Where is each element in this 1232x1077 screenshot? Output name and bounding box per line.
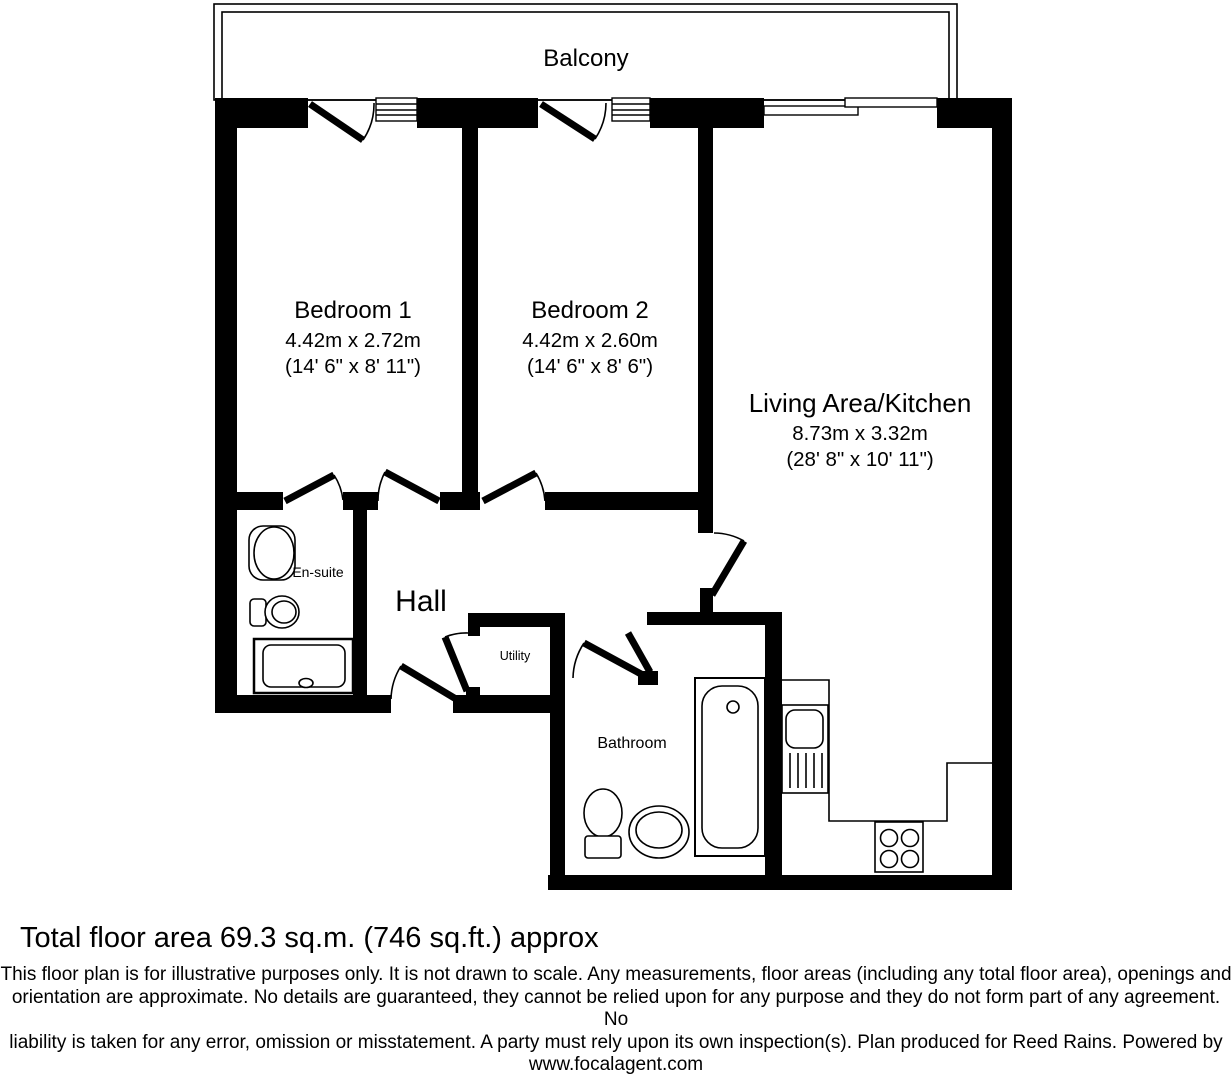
living-area-metric: 8.73m x 3.32m <box>792 422 928 445</box>
bedroom2-metric: 4.42m x 2.60m <box>522 329 658 352</box>
bedroom1-name: Bedroom 1 <box>294 297 412 324</box>
bathtub-drain <box>727 701 739 713</box>
wall-bathroom-left <box>550 613 565 890</box>
bedroom1-balcony-door-arc <box>363 103 374 140</box>
bedroom1-metric: 4.42m x 2.72m <box>285 329 421 352</box>
bathroom-toilet-bowl <box>584 789 622 837</box>
bathroom-door-arc <box>573 643 584 678</box>
wall-left <box>215 98 237 713</box>
disclaimer-line-4: www.focalagent.com <box>528 1054 704 1075</box>
wall-bedroom-divider <box>462 128 478 510</box>
bedroom2-window <box>612 98 650 121</box>
bedroom2-balcony-door-arc <box>595 103 606 139</box>
ensuite-door-arc <box>334 475 343 500</box>
bedroom1-hall-door-arc <box>378 472 385 501</box>
wall-mid-seg-a <box>215 492 283 510</box>
walls <box>215 98 1012 890</box>
wall-bottom-left-b <box>453 695 565 713</box>
hall-label: Hall <box>395 585 447 618</box>
wall-right <box>992 98 1012 890</box>
bedroom2-hall-door <box>483 473 536 501</box>
utility-label: Utility <box>499 649 531 663</box>
wall-top-seg-c <box>650 98 764 128</box>
wall-bottom <box>548 875 1012 890</box>
bedroom2-hall-door-arc <box>536 473 545 501</box>
entrance-door <box>401 666 456 699</box>
disclaimer <box>0 964 1232 1077</box>
wall-bottom-left-a <box>215 695 391 713</box>
wall-mid-seg-b <box>343 492 378 510</box>
ensuite-shower-drain <box>299 679 313 688</box>
bedroom2-imperial: (14' 6" x 8' 6") <box>526 355 654 378</box>
bathroom-basin <box>636 812 682 848</box>
total-floor-area: Total floor area 69.3 sq.m. (746 sq.ft.) approx <box>20 922 599 954</box>
ensuite-toilet-seat <box>272 601 296 623</box>
living-door-arc <box>714 533 744 541</box>
living-area-name: Living Area/Kitchen <box>748 388 972 418</box>
wall-mid-seg-c <box>440 492 480 510</box>
wall-bathroom-right <box>765 612 782 877</box>
kitchen-sink-unit <box>782 705 828 793</box>
disclaimer-line-2: orientation are approximate. No details are guaranteed, they cannot be relied upon for any purpose and they do not form part of any agreement. No <box>11 986 1221 1030</box>
wall-top-seg-b <box>417 98 538 128</box>
bedroom1-balcony-door <box>310 104 363 140</box>
wall-ensuite-right <box>353 510 367 695</box>
wall-mid-seg-d <box>545 492 713 510</box>
wall-utility-stub-top <box>468 627 480 636</box>
living-area-imperial: (28' 8" x 10' 11") <box>786 448 934 471</box>
room-labels <box>285 45 971 752</box>
ensuite-label: En-suite <box>292 564 344 580</box>
bedroom2-balcony-door <box>541 104 595 139</box>
balcony-label: Balcony <box>543 45 629 72</box>
footer <box>0 918 1232 1077</box>
bathroom-toilet-cistern <box>585 836 621 858</box>
disclaimer-line-1: This floor plan is for illustrative purposes only. It is not drawn to scale. Any measurements, floor areas (including any total floor area), openings and <box>0 964 1232 985</box>
bathroom-label: Bathroom <box>597 735 667 752</box>
utility-door <box>445 637 467 691</box>
bedroom1-imperial: (14' 6" x 8' 11") <box>285 355 421 378</box>
living-door <box>712 541 744 595</box>
utility-door-arc <box>445 633 468 637</box>
entrance-door-arc <box>391 666 401 699</box>
ensuite-basin <box>254 527 294 579</box>
disclaimer-line-3: liability is taken for any error, omission or misstatement. A party must rely upon its own inspection(s). Plan produced for Reed Rains. Powered by <box>9 1031 1223 1053</box>
wall-utility-top <box>468 613 565 627</box>
bedroom1-window <box>376 98 417 121</box>
ensuite-door <box>285 475 334 501</box>
wall-bedroom2-living-divider <box>698 128 713 533</box>
kitchen-fixtures <box>782 680 992 872</box>
bedroom2-name: Bedroom 2 <box>531 297 649 324</box>
ensuite-fixtures <box>249 526 353 693</box>
bathroom-fixtures <box>584 678 765 858</box>
bedroom1-hall-door <box>385 472 439 501</box>
ensuite-toilet-cistern <box>250 599 266 626</box>
